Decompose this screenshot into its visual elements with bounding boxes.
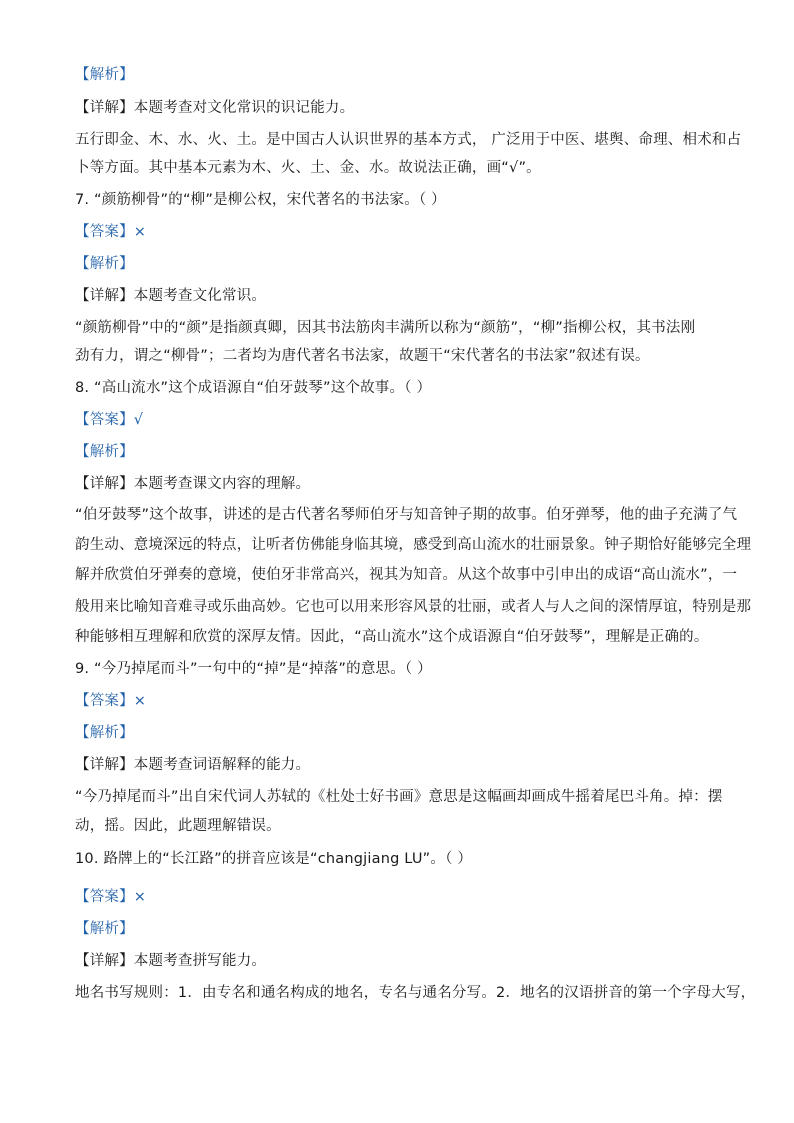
analysis-label: 【解析】 xyxy=(75,725,134,741)
question-10: 10. 路牌上的“长江路”的拼音应该是“changjiang LU”。（ ） xyxy=(75,851,473,867)
body-text: “伯牙鼓琴”这个故事，讲述的是古代著名琴师伯牙与知音钟子期的故事。伯牙弹琴，他的曲子充满了气 xyxy=(75,507,738,523)
detail-line: 【详解】本题考查拼写能力。 xyxy=(75,953,267,969)
body-text: 韵生动、意境深远的特点，让听者仿佛能身临其境，感受到高山流水的壮丽景象。钟子期恰好能够完全理 xyxy=(75,537,752,553)
detail-line: 【详解】本题考查课文内容的理解。 xyxy=(75,476,311,492)
question-7: 7. “颜筋柳骨”的“柳”是柳公权，宋代著名的书法家。（ ） xyxy=(75,192,446,208)
answer-line: 【答案】× xyxy=(75,224,147,240)
question-9: 9. “今乃掉尾而斗”一句中的“掉”是“掉落”的意思。（ ） xyxy=(75,661,432,677)
answer-line: 【答案】√ xyxy=(75,412,144,428)
body-text: 解并欣赏伯牙弹奏的意境，使伯牙非常高兴，视其为知音。从这个故事中引申出的成语“高山流水”，一 xyxy=(75,567,738,583)
body-text: 卜等方面。其中基本元素为木、火、土、金、水。故说法正确，画“√”。 xyxy=(75,160,541,176)
body-text: “今乃掉尾而斗”出自宋代词人苏轼的《杜处士好书画》意思是这幅画却画成牛摇着尾巴斗角。掉：摆 xyxy=(75,789,723,805)
body-text: 五行即金、木、水、火、土。是中国古人认识世界的基本方式， 广泛用于中医、堪舆、命理、相术和占 xyxy=(75,132,742,148)
body-text: 地名书写规则：1．由专名和通名构成的地名，专名与通名分写。2．地名的汉语拼音的第一个字母大写， xyxy=(75,985,756,1001)
body-text: 种能够相互理解和欣赏的深厚友情。因此，“高山流水”这个成语源自“伯牙鼓琴”，理解是正确的。 xyxy=(75,629,709,645)
question-8: 8. “高山流水”这个成语源自“伯牙鼓琴”这个故事。（ ） xyxy=(75,380,432,396)
body-text: “颜筋柳骨”中的“颜”是指颜真卿，因其书法筋肉丰满所以称为“颜筋”，“柳”指柳公权，其书法刚 xyxy=(75,320,696,336)
analysis-label: 【解析】 xyxy=(75,444,134,460)
detail-line: 【详解】本题考查词语解释的能力。 xyxy=(75,757,311,773)
answer-line: 【答案】× xyxy=(75,889,147,905)
answer-line: 【答案】× xyxy=(75,693,147,709)
analysis-label: 【解析】 xyxy=(75,67,134,83)
body-text: 动，摇。因此，此题理解错误。 xyxy=(75,818,281,834)
analysis-label: 【解析】 xyxy=(75,921,134,937)
body-text: 劲有力，谓之“柳骨”；二者均为唐代著名书法家，故题干“宋代著名的书法家”叙述有误。 xyxy=(75,348,650,364)
detail-line: 【详解】本题考查对文化常识的识记能力。 xyxy=(75,100,355,116)
body-text: 般用来比喻知音难寻或乐曲高妙。它也可以用来形容风景的壮丽，或者人与人之间的深情厚谊，特别是那 xyxy=(75,599,752,615)
analysis-label: 【解析】 xyxy=(75,256,134,272)
detail-line: 【详解】本题考查文化常识。 xyxy=(75,288,267,304)
